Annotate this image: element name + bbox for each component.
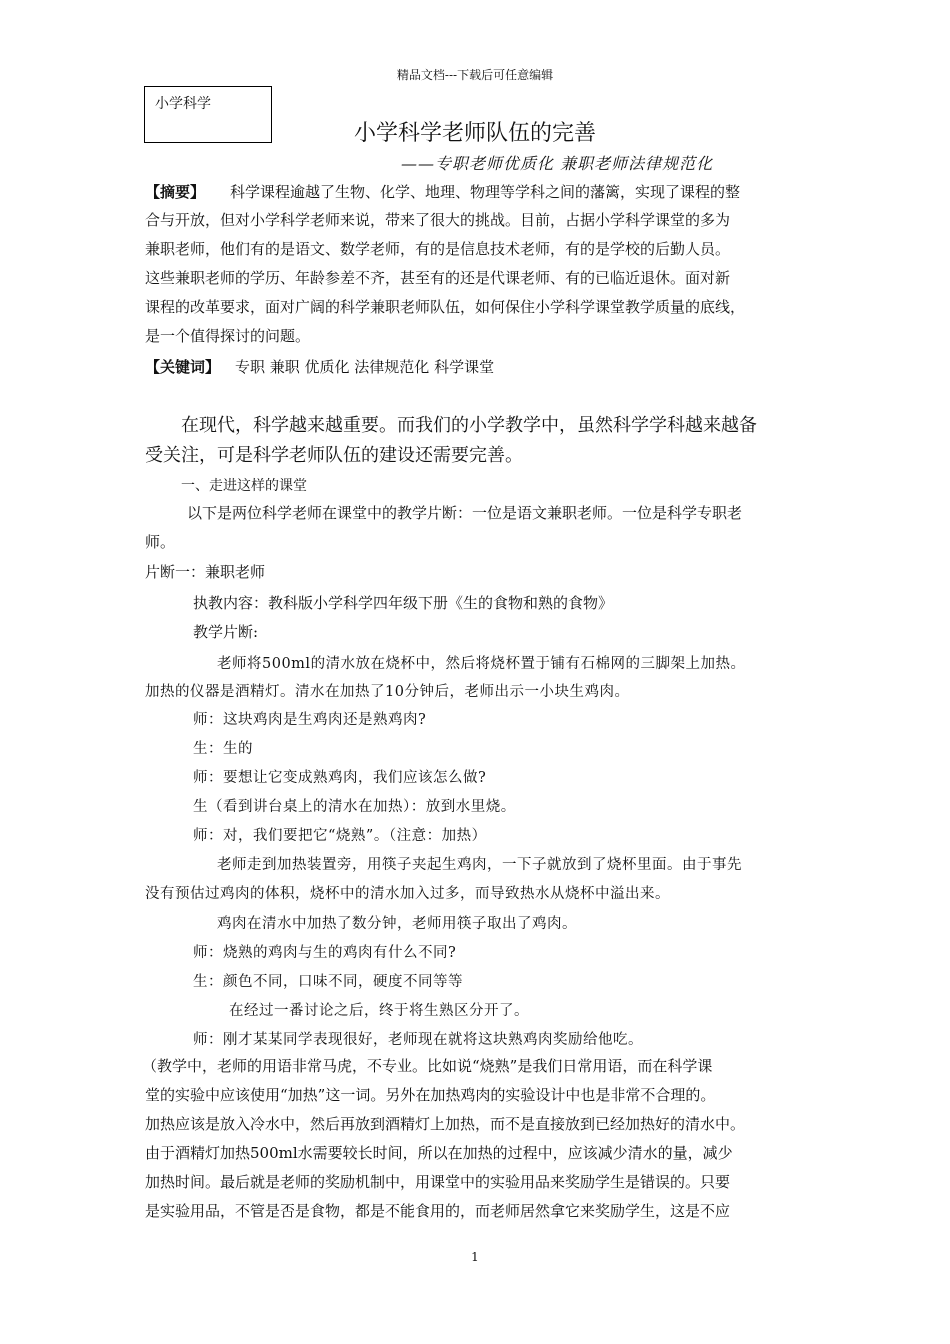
commentary-line: 加热时间。最后就是老师的奖励机制中，用课堂中的实验用品来奖励学生是错误的。只要 — [145, 1173, 731, 1191]
commentary-line: 是实验用品，不管是否是食物，都是不能食用的，而老师居然拿它来奖励学生，这是不应 — [145, 1202, 731, 1220]
commentary-line: 加热应该是放入冷水中，然后再放到酒精灯上加热，而不是直接放到已经加热好的清水中。 — [145, 1115, 746, 1133]
abstract-line: 课程的改革要求，面对广阔的科学兼职老师队伍，如何保住小学科学课堂教学质量的底线， — [145, 298, 746, 316]
abstract-line: 这些兼职老师的学历、年龄参差不齐，甚至有的还是代课老师、有的已临近退休。面对新 — [145, 269, 731, 287]
teaching-label: 教学片断: — [193, 623, 259, 641]
abstract-line: 科学课程逾越了生物、化学、地理、物理等学科之间的藩篱，实现了课程的整 — [230, 183, 741, 201]
abstract-label: 【摘要】 — [145, 183, 206, 201]
document-subtitle: ——专职老师优质化 兼职老师法律规范化 — [401, 154, 714, 173]
paragraph-line: 师。 — [145, 533, 176, 551]
narration-line: 老师将500ml的清水放在烧杯中，然后将烧杯置于铺有石棉网的三脚架上加热。 — [217, 656, 746, 672]
narration-line: 在经过一番讨论之后，终于将生熟区分开了。 — [229, 1003, 529, 1019]
commentary-line: 由于酒精灯加热500ml水需要较长时间，所以在加热的过程中，应该减少清水的量，减少 — [145, 1144, 733, 1162]
narration-line: 老师走到加热装置旁，用筷子夹起生鸡肉，一下子就放到了烧杯里面。由于事先 — [217, 857, 742, 873]
dialog-line: 师：这块鸡肉是生鸡肉还是熟鸡肉? — [193, 712, 427, 728]
page-header: 精品文档---下载后可任意编辑 — [396, 68, 554, 82]
narration-line: 鸡肉在清水中加热了数分钟，老师用筷子取出了鸡肉。 — [217, 916, 577, 932]
fragment-heading: 片断一：兼职老师 — [145, 563, 266, 581]
dialog-line: 师：刚才某某同学表现很好，老师现在就将这块熟鸡肉奖励给他吃。 — [193, 1032, 643, 1048]
dialog-line: 生（看到讲台桌上的清水在加热）：放到水里烧。 — [193, 799, 516, 815]
abstract-line: 是一个值得探讨的问题。 — [145, 327, 311, 345]
dialog-line: 师：要想让它变成熟鸡肉，我们应该怎么做? — [193, 770, 487, 786]
dialog-line: 师：对，我们要把它“烧熟”。（注意：加热） — [193, 828, 487, 844]
commentary-line: （教学中，老师的用语非常马虎，不专业。比如说“烧熟”是我们日常用语，而在科学课 — [142, 1057, 713, 1075]
section-heading: 一、走进这样的课堂 — [181, 478, 307, 494]
dialog-line: 生：颜色不同，口味不同，硬度不同等等 — [193, 974, 463, 990]
page-number: 1 — [471, 1250, 479, 1264]
intro-line: 在现代，科学越来越重要。而我们的小学教学中，虽然科学学科越来越备 — [181, 415, 757, 436]
narration-line: 没有预估过鸡肉的体积，烧杯中的清水加入过多，而导致热水从烧杯中溢出来。 — [145, 886, 670, 902]
keywords-label: 【关键词】 — [145, 358, 221, 376]
commentary-line: 堂的实验中应该使用“加热”这一词。另外在加热鸡肉的实验设计中也是非常不合理的。 — [145, 1086, 716, 1104]
teaching-content: 执教内容：教科版小学科学四年级下册《生的食物和熟的食物》 — [193, 594, 614, 612]
abstract-line: 合与开放，但对小学科学老师来说，带来了很大的挑战。目前，占据小学科学课堂的多为 — [145, 211, 731, 229]
dialog-line: 师：烧熟的鸡肉与生的鸡肉有什么不同? — [193, 945, 457, 961]
dialog-line: 生：生的 — [193, 741, 253, 757]
intro-line: 受关注，可是科学老师队伍的建设还需要完善。 — [145, 445, 523, 466]
narration-line: 加热的仪器是酒精灯。清水在加热了10分钟后，老师出示一小块生鸡肉。 — [145, 684, 630, 700]
paragraph-line: 以下是两位科学老师在课堂中的教学片断：一位是语文兼职老师。一位是科学专职老 — [187, 504, 743, 522]
keywords: 专职 兼职 优质化 法律规范化 科学课堂 — [235, 358, 495, 376]
abstract-line: 兼职老师，他们有的是语文、数学老师，有的是信息技术老师，有的是学校的后勤人员。 — [145, 240, 731, 258]
document-title: 小学科学老师队伍的完善 — [353, 121, 596, 146]
category-label: 小学科学 — [155, 96, 211, 112]
